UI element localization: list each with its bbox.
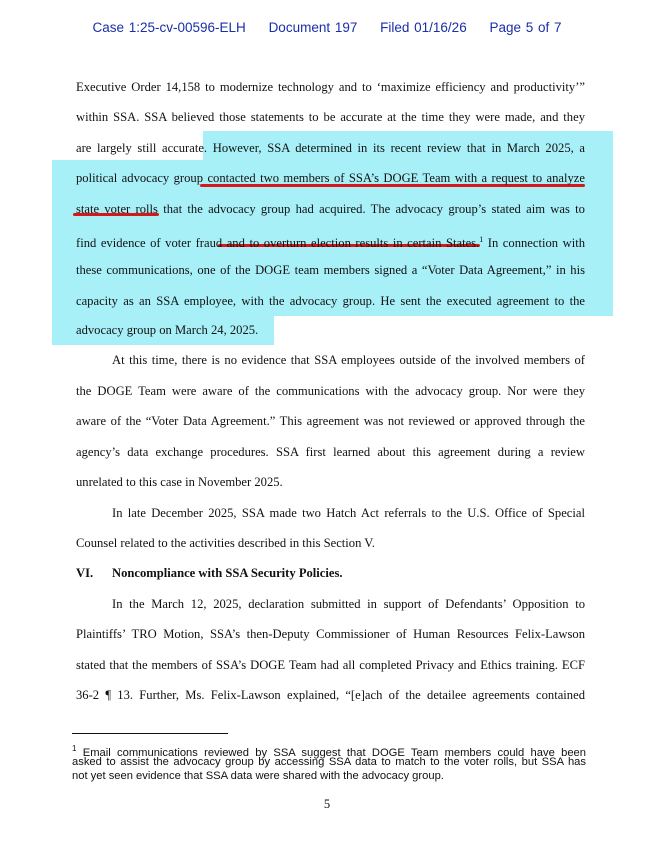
- footnote-marker: 1: [72, 744, 77, 753]
- page-number: 5: [323, 797, 331, 811]
- highlighted-text: political advocacy group: [76, 171, 208, 185]
- case-number: Case 1:25-cv-00596-ELH: [92, 20, 246, 35]
- case-header: [0, 20, 654, 35]
- body-line: stated that the members of SSA’s DOGE Team had all completed Privacy and Ethics training. ECF: [76, 658, 585, 672]
- body-line: Counsel related to the activities described in this Section V.: [76, 536, 375, 550]
- body-line: aware of the “Voter Data Agreement.” This agreement was not reviewed or approved through the: [76, 414, 585, 428]
- body-line: advocacy group on March 24, 2025.: [76, 323, 259, 337]
- page-of: Page 5 of 7: [489, 20, 562, 35]
- underlined-text: and to overturn election results in certain States.: [226, 236, 480, 250]
- body-line: In the March 12, 2025, declaration submitted in support of Defendants’ Opposition to: [112, 597, 585, 611]
- footnote-reference[interactable]: 1: [479, 235, 484, 244]
- body-line: Executive Order 14,158 to modernize technology and to ‘maximize efficiency and productivity’”: [76, 80, 585, 94]
- footnote-divider: [72, 733, 228, 734]
- footnote-text: Email communications reviewed by SSA suggest that DOGE Team members could have been: [76, 747, 586, 759]
- highlighted-text: that the advocacy group had acquired. The advocacy group’s stated aim was to: [157, 202, 585, 216]
- body-line: In late December 2025, SSA made two Hatch Act referrals to the U.S. Office of Special: [112, 506, 585, 520]
- underlined-text: state voter rolls: [76, 202, 158, 216]
- section-title: Noncompliance with SSA Security Policies.: [112, 566, 343, 580]
- highlighted-text: However, SSA determined in its recent review that in March 2025, a: [207, 141, 586, 155]
- body-line: Plaintiffs’ TRO Motion, SSA’s then-Deputy Commissioner of Human Resources Felix-Lawson: [76, 627, 585, 641]
- body-line: [76, 232, 585, 251]
- section-number: VI.: [76, 566, 94, 580]
- body-line: agency’s data exchange procedures. SSA first learned about this agreement during a review: [76, 445, 585, 459]
- filed-date: Filed 01/16/26: [380, 20, 467, 35]
- text-segment: are largely still accurate.: [76, 141, 208, 155]
- body-line: At this time, there is no evidence that SSA employees outside of the involved members of: [112, 353, 585, 367]
- body-line: the DOGE Team were aware of the communications with the advocacy group. Nor were they: [76, 384, 585, 398]
- body-line: these communications, one of the DOGE team members signed a “Voter Data Agreement,” in his: [76, 263, 585, 277]
- body-line: unrelated to this case in November 2025.: [76, 475, 283, 489]
- body-line: within SSA. SSA believed those statements to be accurate at the time they were made, and they: [76, 110, 585, 124]
- body-line: [76, 141, 585, 156]
- footnote-line: not yet seen evidence that SSA data were shared with the advocacy group.: [72, 770, 444, 782]
- body-line: capacity as an SSA employee, with the advocacy group. He sent the executed agreement to the: [76, 294, 585, 308]
- body-line: 36-2 ¶ 13. Further, Ms. Felix-Lawson explained, “[e]ach of the detailee agreements contained: [76, 688, 585, 702]
- body-line: [76, 171, 585, 186]
- underlined-text: contacted two members of SSA’s DOGE Team with a request to analyze: [207, 171, 585, 185]
- body-line: [76, 202, 585, 217]
- document-number: Document 197: [268, 20, 358, 35]
- highlighted-text: find evidence of voter fraud: [76, 236, 227, 250]
- footnote-line: asked to assist the advocacy group by accessing SSA data to match to the voter rolls, but SSA has: [72, 756, 586, 768]
- highlighted-text: In connection with: [483, 236, 585, 250]
